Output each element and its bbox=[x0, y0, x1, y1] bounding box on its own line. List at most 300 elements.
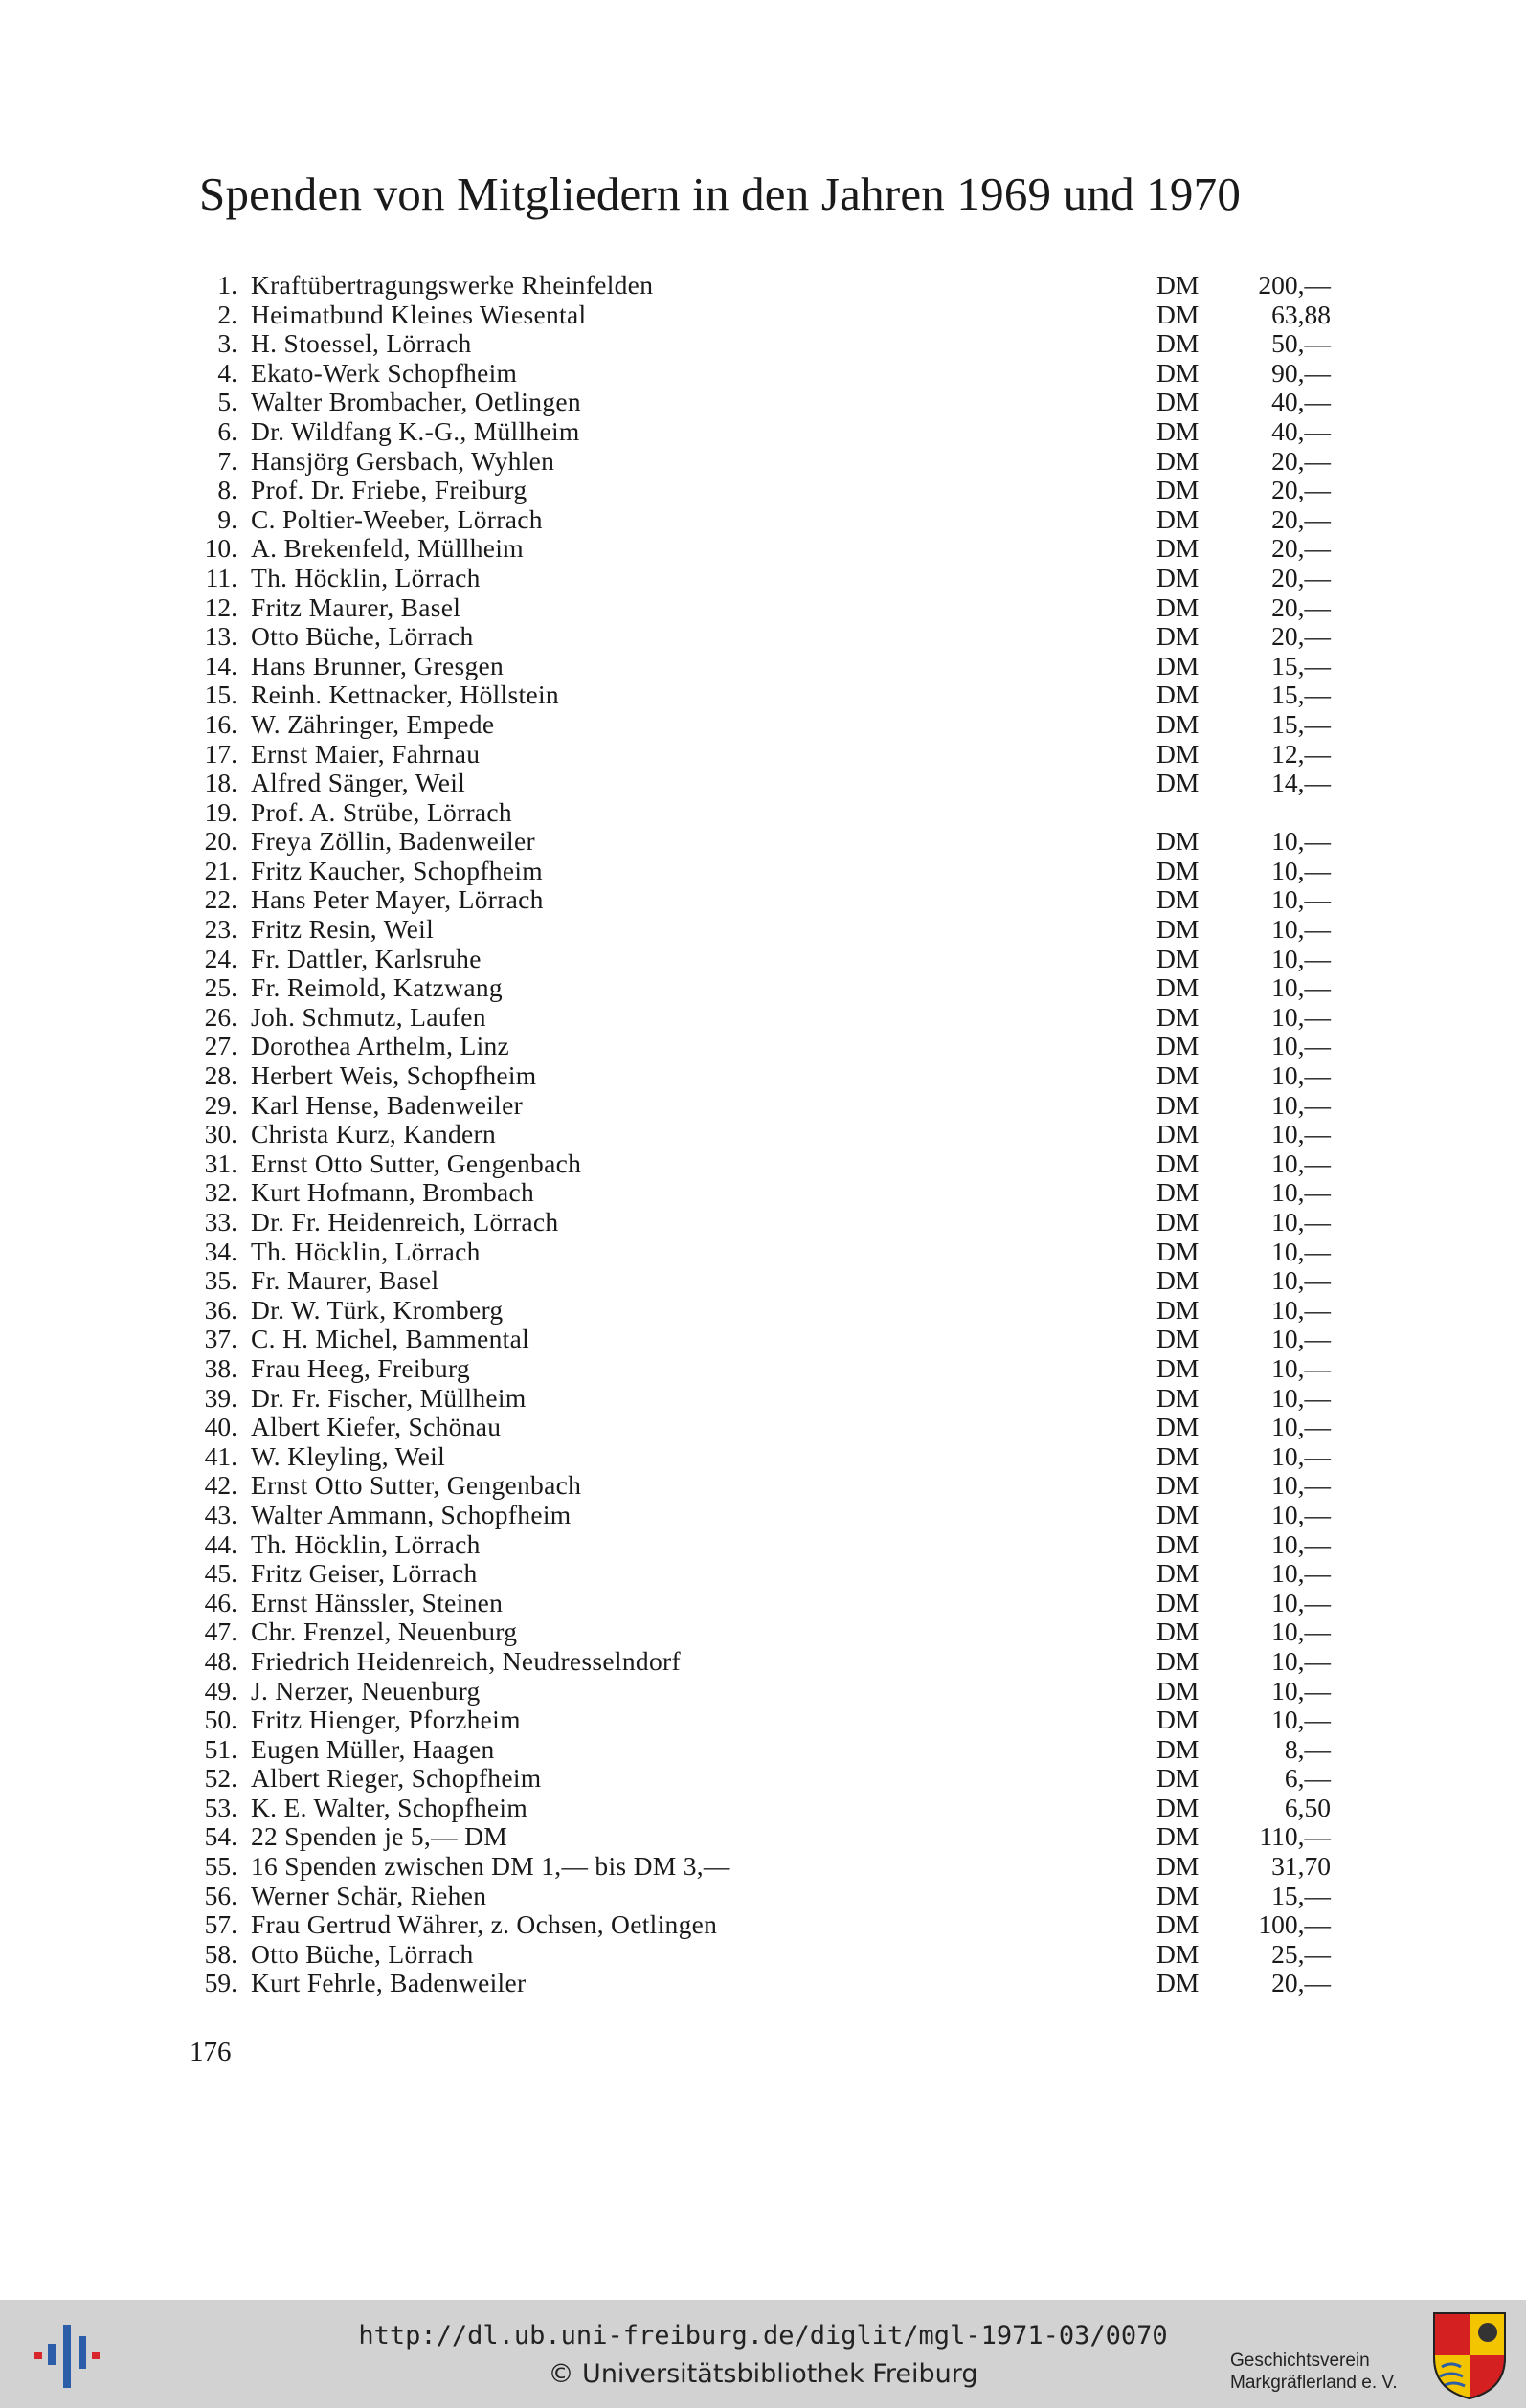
donor-name: Ernst Otto Sutter, Gengenbach bbox=[251, 1148, 582, 1178]
donation-row bbox=[190, 1237, 1338, 1267]
donation-number: 43. bbox=[204, 1499, 237, 1529]
donation-amount: 20,— bbox=[1271, 591, 1331, 622]
donor-name: Fr. Dattler, Karlsruhe bbox=[251, 943, 482, 973]
donation-number: 12. bbox=[204, 591, 237, 622]
donation-number: 40. bbox=[204, 1412, 237, 1442]
donation-row bbox=[190, 1032, 1338, 1061]
currency-label: DM bbox=[1156, 475, 1200, 505]
page-number: 176 bbox=[190, 2037, 232, 2067]
footer-organisation bbox=[1230, 2350, 1398, 2394]
donation-row bbox=[190, 885, 1338, 915]
currency-label: DM bbox=[1156, 270, 1200, 300]
donation-amount: 25,— bbox=[1271, 1938, 1331, 1969]
donation-number: 44. bbox=[204, 1528, 237, 1559]
donation-row bbox=[190, 1208, 1338, 1237]
donation-row bbox=[190, 1178, 1338, 1208]
donation-row bbox=[190, 680, 1338, 710]
donor-name: 22 Spenden je 5,— DM bbox=[251, 1821, 507, 1852]
donation-number: 15. bbox=[204, 680, 237, 710]
donation-amount: 10,— bbox=[1271, 1352, 1331, 1383]
donation-amount: 10,— bbox=[1271, 1294, 1331, 1325]
donation-number: 55. bbox=[204, 1851, 237, 1882]
donation-number: 41. bbox=[204, 1440, 237, 1471]
donation-number: 49. bbox=[204, 1675, 237, 1706]
currency-label: DM bbox=[1156, 914, 1200, 945]
donation-amount: 10,— bbox=[1271, 943, 1331, 973]
currency-label: DM bbox=[1156, 1440, 1200, 1471]
donation-amount: 10,— bbox=[1271, 1207, 1331, 1237]
donation-amount: 10,— bbox=[1271, 1587, 1331, 1617]
currency-label: DM bbox=[1156, 445, 1200, 476]
currency-label: DM bbox=[1156, 1412, 1200, 1442]
donation-number: 42. bbox=[204, 1470, 237, 1501]
currency-label: DM bbox=[1156, 943, 1200, 973]
donation-amount: 10,— bbox=[1271, 1001, 1331, 1032]
donor-name: Karl Hense, Badenweiler bbox=[251, 1089, 524, 1120]
donation-number: 53. bbox=[204, 1792, 237, 1822]
donation-row bbox=[190, 1735, 1338, 1765]
donation-amount: 10,— bbox=[1271, 1119, 1331, 1149]
donation-row bbox=[190, 1910, 1338, 1940]
donation-number: 24. bbox=[204, 943, 237, 973]
donation-row bbox=[190, 945, 1338, 974]
currency-label: DM bbox=[1156, 1089, 1200, 1120]
currency-label: DM bbox=[1156, 1968, 1200, 1998]
donor-name: W. Kleyling, Weil bbox=[251, 1440, 446, 1471]
donation-row bbox=[190, 1003, 1338, 1033]
donation-row bbox=[190, 1794, 1338, 1823]
donor-name: Hansjörg Gersbach, Wyhlen bbox=[251, 445, 555, 476]
donation-number: 30. bbox=[204, 1119, 237, 1149]
donation-row bbox=[190, 827, 1338, 857]
donation-row bbox=[190, 447, 1338, 477]
currency-label: DM bbox=[1156, 1119, 1200, 1149]
donation-amount: 10,— bbox=[1271, 1177, 1331, 1208]
donation-number: 46. bbox=[204, 1587, 237, 1617]
donor-name: H. Stoessel, Lörrach bbox=[251, 328, 472, 359]
donor-name: A. Brekenfeld, Müllheim bbox=[251, 533, 524, 564]
currency-label: DM bbox=[1156, 562, 1200, 592]
donation-amount: 20,— bbox=[1271, 562, 1331, 592]
donation-row bbox=[190, 1589, 1338, 1618]
donation-number: 1. bbox=[217, 270, 237, 300]
donation-amount: 40,— bbox=[1271, 387, 1331, 417]
donation-number: 50. bbox=[204, 1705, 237, 1735]
currency-label: DM bbox=[1156, 299, 1200, 329]
donor-name: Alfred Sänger, Weil bbox=[251, 768, 466, 798]
donation-amount: 12,— bbox=[1271, 738, 1331, 769]
currency-label: DM bbox=[1156, 1236, 1200, 1266]
donation-number: 9. bbox=[217, 503, 237, 534]
donation-row bbox=[190, 1442, 1338, 1472]
donor-name: Dr. Fr. Heidenreich, Lörrach bbox=[251, 1207, 559, 1237]
currency-label: DM bbox=[1156, 1265, 1200, 1296]
donation-row bbox=[190, 564, 1338, 593]
donor-name: 16 Spenden zwischen DM 1,— bis DM 3,— bbox=[251, 1851, 730, 1882]
donation-number: 4. bbox=[217, 357, 237, 388]
donor-name: Ernst Maier, Fahrnau bbox=[251, 738, 481, 769]
donor-name: Ernst Otto Sutter, Gengenbach bbox=[251, 1470, 582, 1501]
donation-row bbox=[190, 1501, 1338, 1530]
currency-label: DM bbox=[1156, 768, 1200, 798]
donation-amount: 10,— bbox=[1271, 855, 1331, 885]
donor-name: Herbert Weis, Schopfheim bbox=[251, 1060, 537, 1091]
donation-number: 45. bbox=[204, 1558, 237, 1589]
donation-amount: 10,— bbox=[1271, 1089, 1331, 1120]
donor-name: Friedrich Heidenreich, Neudresselndorf bbox=[251, 1645, 681, 1676]
footer-copyright: © Universitätsbibliothek Freiburg bbox=[548, 2359, 978, 2389]
donation-number: 13. bbox=[204, 621, 237, 652]
currency-label: DM bbox=[1156, 708, 1200, 739]
currency-label: DM bbox=[1156, 1177, 1200, 1208]
currency-label: DM bbox=[1156, 1705, 1200, 1735]
donation-row bbox=[190, 1120, 1338, 1149]
donation-number: 18. bbox=[204, 768, 237, 798]
donation-row bbox=[190, 1413, 1338, 1442]
currency-label: DM bbox=[1156, 1148, 1200, 1178]
donation-number: 37. bbox=[204, 1324, 237, 1354]
donation-number: 6. bbox=[217, 415, 237, 446]
donation-amount: 6,— bbox=[1284, 1763, 1331, 1794]
currency-label: DM bbox=[1156, 1470, 1200, 1501]
donation-amount: 15,— bbox=[1271, 650, 1331, 680]
donation-list bbox=[190, 271, 1338, 1998]
donation-row bbox=[190, 476, 1338, 505]
currency-label: DM bbox=[1156, 680, 1200, 710]
donation-row bbox=[190, 1940, 1338, 1970]
donor-name: Kurt Fehrle, Badenweiler bbox=[251, 1968, 527, 1998]
donation-amount: 15,— bbox=[1271, 1880, 1331, 1910]
donation-row bbox=[190, 1882, 1338, 1911]
donation-number: 25. bbox=[204, 972, 237, 1003]
currency-label: DM bbox=[1156, 1880, 1200, 1910]
donation-number: 3. bbox=[217, 328, 237, 359]
currency-label: DM bbox=[1156, 1587, 1200, 1617]
donation-row bbox=[190, 1325, 1338, 1354]
donor-name: Dr. Fr. Fischer, Müllheim bbox=[251, 1382, 527, 1413]
donor-name: W. Zähringer, Empede bbox=[251, 708, 495, 739]
donation-number: 59. bbox=[204, 1968, 237, 1998]
donation-row bbox=[190, 301, 1338, 330]
currency-label: DM bbox=[1156, 503, 1200, 534]
page-title: Spenden von Mitgliedern in den Jahren 1969 und 1970 bbox=[199, 167, 1242, 220]
donation-number: 56. bbox=[204, 1880, 237, 1910]
donation-amount: 20,— bbox=[1271, 475, 1331, 505]
donation-number: 19. bbox=[204, 796, 237, 827]
donor-name: Freya Zöllin, Badenweiler bbox=[251, 826, 535, 857]
donation-number: 28. bbox=[204, 1060, 237, 1091]
donation-number: 16. bbox=[204, 708, 237, 739]
donor-name: Fritz Maurer, Basel bbox=[251, 591, 461, 622]
donation-row bbox=[190, 1764, 1338, 1794]
donation-amount: 20,— bbox=[1271, 1968, 1331, 1998]
currency-label: DM bbox=[1156, 328, 1200, 359]
donation-number: 47. bbox=[204, 1616, 237, 1647]
donor-name: Kraftübertragungswerke Rheinfelden bbox=[251, 270, 654, 300]
donation-row bbox=[190, 534, 1338, 564]
donation-amount: 110,— bbox=[1259, 1821, 1331, 1852]
currency-label: DM bbox=[1156, 855, 1200, 885]
donation-amount: 10,— bbox=[1271, 1528, 1331, 1559]
donation-amount: 10,— bbox=[1271, 1265, 1331, 1296]
donor-name: Prof. A. Strübe, Lörrach bbox=[251, 796, 512, 827]
donation-row bbox=[190, 769, 1338, 798]
donor-name: Fritz Geiser, Lörrach bbox=[251, 1558, 478, 1589]
donation-number: 54. bbox=[204, 1821, 237, 1852]
currency-label: DM bbox=[1156, 650, 1200, 680]
donation-amount: 10,— bbox=[1271, 1705, 1331, 1735]
donor-name: C. H. Michel, Bammental bbox=[251, 1324, 530, 1354]
donation-number: 2. bbox=[217, 299, 237, 329]
donation-number: 7. bbox=[217, 445, 237, 476]
footer-bar bbox=[0, 2300, 1526, 2408]
donation-row bbox=[190, 1706, 1338, 1735]
donor-name: J. Nerzer, Neuenburg bbox=[251, 1675, 481, 1706]
currency-label: DM bbox=[1156, 1382, 1200, 1413]
donor-name: Fritz Kaucher, Schopfheim bbox=[251, 855, 543, 885]
donor-name: C. Poltier-Weeber, Lörrach bbox=[251, 503, 543, 534]
org-name-line2: Markgräflerland e. V. bbox=[1230, 2373, 1398, 2393]
currency-label: DM bbox=[1156, 1528, 1200, 1559]
donation-amount: 200,— bbox=[1258, 270, 1331, 300]
donor-name: Fr. Maurer, Basel bbox=[251, 1265, 439, 1296]
donation-amount: 10,— bbox=[1271, 1382, 1331, 1413]
currency-label: DM bbox=[1156, 1060, 1200, 1091]
donor-name: Walter Ammann, Schopfheim bbox=[251, 1499, 572, 1529]
currency-label: DM bbox=[1156, 1499, 1200, 1529]
donation-row bbox=[190, 417, 1338, 447]
donation-number: 32. bbox=[204, 1177, 237, 1208]
donation-row bbox=[190, 915, 1338, 945]
donation-amount: 10,— bbox=[1271, 884, 1331, 915]
donation-amount: 31,70 bbox=[1271, 1851, 1331, 1882]
currency-label: DM bbox=[1156, 1792, 1200, 1822]
donation-number: 23. bbox=[204, 914, 237, 945]
donation-row bbox=[190, 1647, 1338, 1677]
donor-name: Albert Kiefer, Schönau bbox=[251, 1412, 502, 1442]
donation-row bbox=[190, 1559, 1338, 1589]
donor-name: Kurt Hofmann, Brombach bbox=[251, 1177, 535, 1208]
donation-number: 48. bbox=[204, 1645, 237, 1676]
donor-name: Fritz Resin, Weil bbox=[251, 914, 435, 945]
donor-name: K. E. Walter, Schopfheim bbox=[251, 1792, 528, 1822]
donation-number: 26. bbox=[204, 1001, 237, 1032]
donation-amount: 20,— bbox=[1271, 503, 1331, 534]
donation-row bbox=[190, 1530, 1338, 1560]
donation-number: 14. bbox=[204, 650, 237, 680]
donor-name: Frau Gertrud Währer, z. Ochsen, Oetlingen bbox=[251, 1909, 718, 1940]
donation-row bbox=[190, 1061, 1338, 1091]
currency-label: DM bbox=[1156, 1909, 1200, 1940]
donation-number: 31. bbox=[204, 1148, 237, 1178]
donation-amount: 10,— bbox=[1271, 826, 1331, 857]
donation-amount: 10,— bbox=[1271, 1148, 1331, 1178]
donation-row bbox=[190, 1617, 1338, 1647]
currency-label: DM bbox=[1156, 533, 1200, 564]
donation-amount: 20,— bbox=[1271, 621, 1331, 652]
donation-number: 10. bbox=[204, 533, 237, 564]
donation-number: 29. bbox=[204, 1089, 237, 1120]
donation-number: 27. bbox=[204, 1031, 237, 1061]
currency-label: DM bbox=[1156, 415, 1200, 446]
donor-name: Frau Heeg, Freiburg bbox=[251, 1352, 470, 1383]
donation-amount: 10,— bbox=[1271, 1645, 1331, 1676]
currency-label: DM bbox=[1156, 387, 1200, 417]
donation-amount: 100,— bbox=[1258, 1909, 1331, 1940]
donation-row bbox=[190, 359, 1338, 389]
donation-row bbox=[190, 593, 1338, 623]
donation-number: 34. bbox=[204, 1236, 237, 1266]
donor-name: Th. Höcklin, Lörrach bbox=[251, 1236, 481, 1266]
currency-label: DM bbox=[1156, 738, 1200, 769]
donor-name: Otto Büche, Lörrach bbox=[251, 1938, 474, 1969]
donor-name: Eugen Müller, Haagen bbox=[251, 1733, 495, 1764]
donation-amount: 10,— bbox=[1271, 1616, 1331, 1647]
donation-amount: 10,— bbox=[1271, 1558, 1331, 1589]
donation-amount: 6,50 bbox=[1284, 1792, 1331, 1822]
donor-name: Heimatbund Kleines Wiesental bbox=[251, 299, 587, 329]
donor-name: Werner Schär, Riehen bbox=[251, 1880, 487, 1910]
donation-row bbox=[190, 857, 1338, 886]
donation-amount: 10,— bbox=[1271, 1470, 1331, 1501]
donation-row bbox=[190, 1969, 1338, 1998]
donation-row bbox=[190, 652, 1338, 681]
currency-label: DM bbox=[1156, 1558, 1200, 1589]
donation-amount: 14,— bbox=[1271, 768, 1331, 798]
donor-name: Th. Höcklin, Lörrach bbox=[251, 1528, 481, 1559]
donor-name: Christa Kurz, Kandern bbox=[251, 1119, 497, 1149]
donor-name: Dorothea Arthelm, Linz bbox=[251, 1031, 510, 1061]
donation-row bbox=[190, 1149, 1338, 1179]
donation-number: 22. bbox=[204, 884, 237, 915]
donor-name: Joh. Schmutz, Laufen bbox=[251, 1001, 486, 1032]
donation-amount: 20,— bbox=[1271, 445, 1331, 476]
currency-label: DM bbox=[1156, 1763, 1200, 1794]
donation-number: 33. bbox=[204, 1207, 237, 1237]
donation-number: 51. bbox=[204, 1733, 237, 1764]
currency-label: DM bbox=[1156, 1001, 1200, 1032]
donation-amount: 10,— bbox=[1271, 1060, 1331, 1091]
currency-label: DM bbox=[1156, 1851, 1200, 1882]
donation-amount: 10,— bbox=[1271, 972, 1331, 1003]
donation-amount: 15,— bbox=[1271, 708, 1331, 739]
currency-label: DM bbox=[1156, 1821, 1200, 1852]
donor-name: Prof. Dr. Friebe, Freiburg bbox=[251, 475, 527, 505]
currency-label: DM bbox=[1156, 1675, 1200, 1706]
donation-row bbox=[190, 388, 1338, 417]
donation-row bbox=[190, 271, 1338, 301]
donor-name: Dr. W. Türk, Kromberg bbox=[251, 1294, 504, 1325]
donation-row bbox=[190, 1296, 1338, 1326]
donation-row bbox=[190, 329, 1338, 359]
donation-row bbox=[190, 710, 1338, 740]
currency-label: DM bbox=[1156, 357, 1200, 388]
donation-row bbox=[190, 505, 1338, 535]
currency-label: DM bbox=[1156, 826, 1200, 857]
currency-label: DM bbox=[1156, 1352, 1200, 1383]
donation-amount: 10,— bbox=[1271, 1236, 1331, 1266]
currency-label: DM bbox=[1156, 884, 1200, 915]
donor-name: Walter Brombacher, Oetlingen bbox=[251, 387, 581, 417]
donation-row bbox=[190, 740, 1338, 769]
currency-label: DM bbox=[1156, 1645, 1200, 1676]
donor-name: Chr. Frenzel, Neuenburg bbox=[251, 1616, 518, 1647]
currency-label: DM bbox=[1156, 1324, 1200, 1354]
donation-amount: 8,— bbox=[1284, 1733, 1331, 1764]
donor-name: Th. Höcklin, Lörrach bbox=[251, 562, 481, 592]
org-name-line1: Geschichtsverein bbox=[1230, 2351, 1370, 2371]
donation-number: 5. bbox=[217, 387, 237, 417]
donation-amount: 10,— bbox=[1271, 1324, 1331, 1354]
donation-amount: 40,— bbox=[1271, 415, 1331, 446]
donation-row bbox=[190, 1822, 1338, 1852]
donation-row bbox=[190, 798, 1338, 828]
donation-number: 21. bbox=[204, 855, 237, 885]
donation-number: 38. bbox=[204, 1352, 237, 1383]
donation-row bbox=[190, 1852, 1338, 1882]
currency-label: DM bbox=[1156, 1207, 1200, 1237]
donation-number: 39. bbox=[204, 1382, 237, 1413]
donation-number: 17. bbox=[204, 738, 237, 769]
donation-number: 35. bbox=[204, 1265, 237, 1296]
donation-amount: 10,— bbox=[1271, 1440, 1331, 1471]
donor-name: Otto Büche, Lörrach bbox=[251, 621, 474, 652]
donor-name: Fr. Reimold, Katzwang bbox=[251, 972, 503, 1003]
donor-name: Dr. Wildfang K.-G., Müllheim bbox=[251, 415, 580, 446]
currency-label: DM bbox=[1156, 1733, 1200, 1764]
donation-number: 11. bbox=[205, 562, 237, 592]
currency-label: DM bbox=[1156, 1031, 1200, 1061]
donation-row bbox=[190, 1471, 1338, 1501]
donation-amount: 10,— bbox=[1271, 1499, 1331, 1529]
donation-row bbox=[190, 1384, 1338, 1414]
donation-amount: 50,— bbox=[1271, 328, 1331, 359]
donor-name: Ekato-Werk Schopfheim bbox=[251, 357, 518, 388]
donation-row bbox=[190, 1266, 1338, 1296]
donation-number: 58. bbox=[204, 1938, 237, 1969]
markgraeflerland-crest-icon bbox=[1430, 2309, 1509, 2401]
donation-row bbox=[190, 1354, 1338, 1384]
donation-amount: 20,— bbox=[1271, 533, 1331, 564]
donation-amount: 10,— bbox=[1271, 914, 1331, 945]
donation-row bbox=[190, 973, 1338, 1003]
donation-number: 8. bbox=[217, 475, 237, 505]
donation-row bbox=[190, 1677, 1338, 1706]
donor-name: Albert Rieger, Schopfheim bbox=[251, 1763, 542, 1794]
currency-label: DM bbox=[1156, 1294, 1200, 1325]
currency-label: DM bbox=[1156, 591, 1200, 622]
donor-name: Hans Brunner, Gresgen bbox=[251, 650, 505, 680]
donation-number: 57. bbox=[204, 1909, 237, 1940]
currency-label: DM bbox=[1156, 972, 1200, 1003]
donation-number: 36. bbox=[204, 1294, 237, 1325]
donation-number: 52. bbox=[204, 1763, 237, 1794]
donor-name: Ernst Hänssler, Steinen bbox=[251, 1587, 504, 1617]
donation-amount: 63,88 bbox=[1271, 299, 1331, 329]
donation-amount: 10,— bbox=[1271, 1031, 1331, 1061]
currency-label: DM bbox=[1156, 1938, 1200, 1969]
footer-url-link[interactable]: http://dl.ub.uni-freiburg.de/diglit/mgl-1971-03/0070 bbox=[358, 2321, 1168, 2351]
donation-number: 20. bbox=[204, 826, 237, 857]
donation-row bbox=[190, 1091, 1338, 1121]
donation-amount: 15,— bbox=[1271, 680, 1331, 710]
donation-amount: 90,— bbox=[1271, 357, 1331, 388]
donor-name: Hans Peter Mayer, Lörrach bbox=[251, 884, 544, 915]
donation-amount: 10,— bbox=[1271, 1675, 1331, 1706]
donation-amount: 10,— bbox=[1271, 1412, 1331, 1442]
currency-label: DM bbox=[1156, 1616, 1200, 1647]
currency-label: DM bbox=[1156, 621, 1200, 652]
